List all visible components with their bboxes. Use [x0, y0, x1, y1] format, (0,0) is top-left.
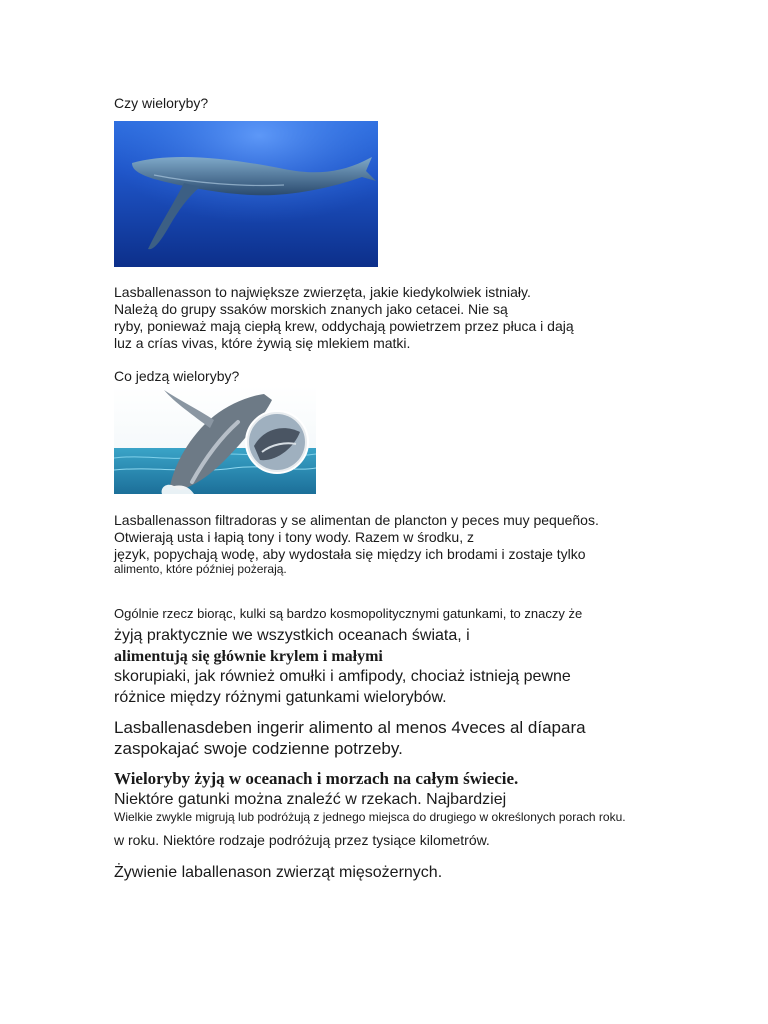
para2-line2: Otwierają usta i łapią tony i tony wody. Razem w środku, z	[114, 529, 475, 545]
heading-co-jedza-wieloryby: Co jedzą wieloryby?	[114, 368, 240, 384]
para4-line1: Lasballenasdeben ingerir alimento al menos 4veces al díapara	[114, 718, 586, 737]
para4-line2: zaspokajać swoje codzienne potrzeby.	[114, 739, 403, 758]
para3-line1: Ogólnie rzecz biorąc, kulki są bardzo kosmopolitycznymi gatunkami, to znaczy że	[114, 606, 583, 621]
para6-line1: Żywienie laballenason zwierząt mięsożernych.	[114, 864, 443, 881]
para1-line4: luz a crías vivas, które żywią się mlekiem matki.	[114, 335, 411, 351]
para1-line3: ryby, ponieważ mają ciepłą krew, oddychają powietrzem przez płuca i dają	[114, 318, 574, 334]
para2-line4: alimento, które później pożerają.	[114, 562, 287, 576]
whale-breaching-photo	[114, 386, 316, 494]
para2-line1: Lasballenasson filtradoras y se alimentan de plancton y peces muy pequeños.	[114, 512, 599, 528]
para3-line5: różnice między różnymi gatunkami wielorybów.	[114, 689, 447, 706]
para5-line1: Wieloryby żyją w oceanach i morzach na całym świecie.	[114, 769, 519, 788]
para5-line2: Niektóre gatunki można znaleźć w rzekach. Najbardziej	[114, 791, 507, 808]
para1-line1: Lasballenasson to największe zwierzęta, jakie kiedykolwiek istniały.	[114, 284, 531, 300]
para5-line4: w roku. Niektóre rodzaje podróżują przez tysiące kilometrów.	[114, 832, 490, 848]
para5-line3: Wielkie zwykle migrują lub podróżują z jednego miejsca do drugiego w określonych porach roku.	[114, 810, 626, 824]
para3-line3: alimentują się głównie krylem i małymi	[114, 648, 383, 665]
whale-underwater-photo	[114, 121, 378, 267]
para1-line2: Należą do grupy ssaków morskich znanych jako cetacei. Nie są	[114, 301, 508, 317]
para3-line2: żyją praktycznie we wszystkich oceanach świata, i	[114, 627, 470, 644]
para2-line3: język, popychają wodę, aby wydostała się między ich brodami i zostaje tylko	[114, 546, 586, 562]
heading-czy-wieloryby: Czy wieloryby?	[114, 95, 209, 111]
para3-line4: skorupiaki, jak również omułki i amfipody, chociaż istnieją pewne	[114, 668, 571, 685]
